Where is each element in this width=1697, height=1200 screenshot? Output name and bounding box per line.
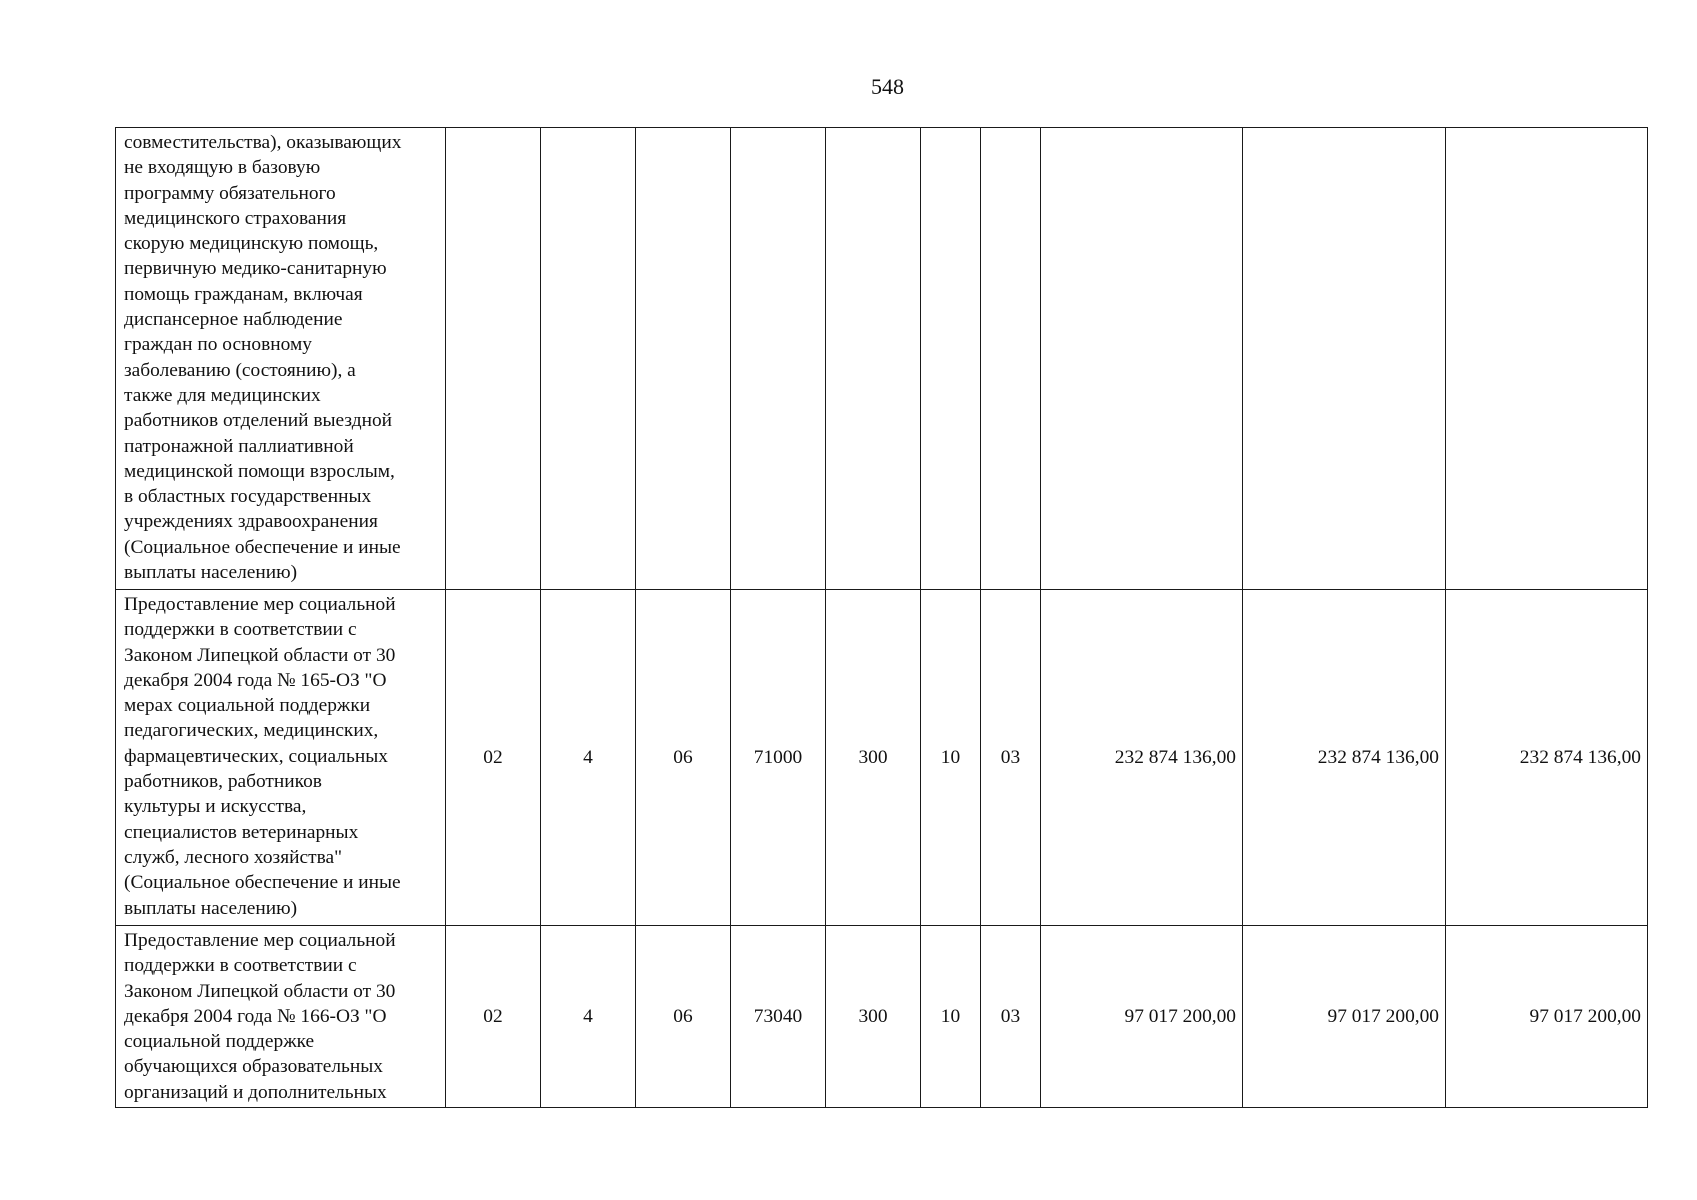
table-row xyxy=(116,128,1648,590)
code-cell: 06 xyxy=(636,926,731,1108)
page-number: 548 xyxy=(871,74,904,99)
amount-cell xyxy=(1041,128,1243,590)
code-cell: 10 xyxy=(921,590,981,926)
code-cell: 4 xyxy=(541,926,636,1108)
code-cell: 4 xyxy=(541,590,636,926)
code-cell xyxy=(731,128,826,590)
code-cell: 02 xyxy=(446,926,541,1108)
code-cell: 10 xyxy=(921,926,981,1108)
amount-cell: 232 874 136,00 xyxy=(1243,590,1446,926)
code-cell: 03 xyxy=(981,926,1041,1108)
code-cell xyxy=(981,128,1041,590)
amount-cell: 97 017 200,00 xyxy=(1041,926,1243,1108)
amount-cell xyxy=(1243,128,1446,590)
code-cell: 300 xyxy=(826,926,921,1108)
amount-cell: 97 017 200,00 xyxy=(1446,926,1648,1108)
amount-cell: 232 874 136,00 xyxy=(1446,590,1648,926)
row-description: Предоставление мер социальной поддержки в соответствии с Законом Липецкой области от 30 декабря 2004 года № 166-ОЗ "О социальной поддержке обучающихся образовательных организаций и дополнительных xyxy=(116,926,446,1108)
budget-table xyxy=(115,127,1648,1108)
table-row xyxy=(116,590,1648,926)
code-cell: 73040 xyxy=(731,926,826,1108)
row-description: совместительства), оказывающих не входящую в базовую программу обязательного медицинского страхования скорую медицинскую помощь, первичную медико-санитарную помощь гражданам, включая диспансерное наблюдение граждан по основному заболеванию (состоянию), а также для медицинских работников отделений выездной патронажной паллиативной медицинской помощи взрослым, в областных государственных учреждениях здравоохранения (Социальное обеспечение и иные выплаты населению) xyxy=(116,128,446,590)
amount-cell xyxy=(1446,128,1648,590)
code-cell: 06 xyxy=(636,590,731,926)
code-cell: 03 xyxy=(981,590,1041,926)
code-cell xyxy=(636,128,731,590)
row-description: Предоставление мер социальной поддержки в соответствии с Законом Липецкой области от 30 декабря 2004 года № 165-ОЗ "О мерах социальной поддержки педагогических, медицинских, фармацевтических, социальных работников, работников культуры и искусства, специалистов ветеринарных служб, лесного хозяйства" (Социальное обеспечение и иные выплаты населению) xyxy=(116,590,446,926)
amount-cell: 232 874 136,00 xyxy=(1041,590,1243,926)
code-cell xyxy=(541,128,636,590)
code-cell xyxy=(921,128,981,590)
code-cell: 02 xyxy=(446,590,541,926)
code-cell xyxy=(826,128,921,590)
code-cell: 71000 xyxy=(731,590,826,926)
table-row xyxy=(116,926,1648,1108)
code-cell xyxy=(446,128,541,590)
amount-cell: 97 017 200,00 xyxy=(1243,926,1446,1108)
code-cell: 300 xyxy=(826,590,921,926)
